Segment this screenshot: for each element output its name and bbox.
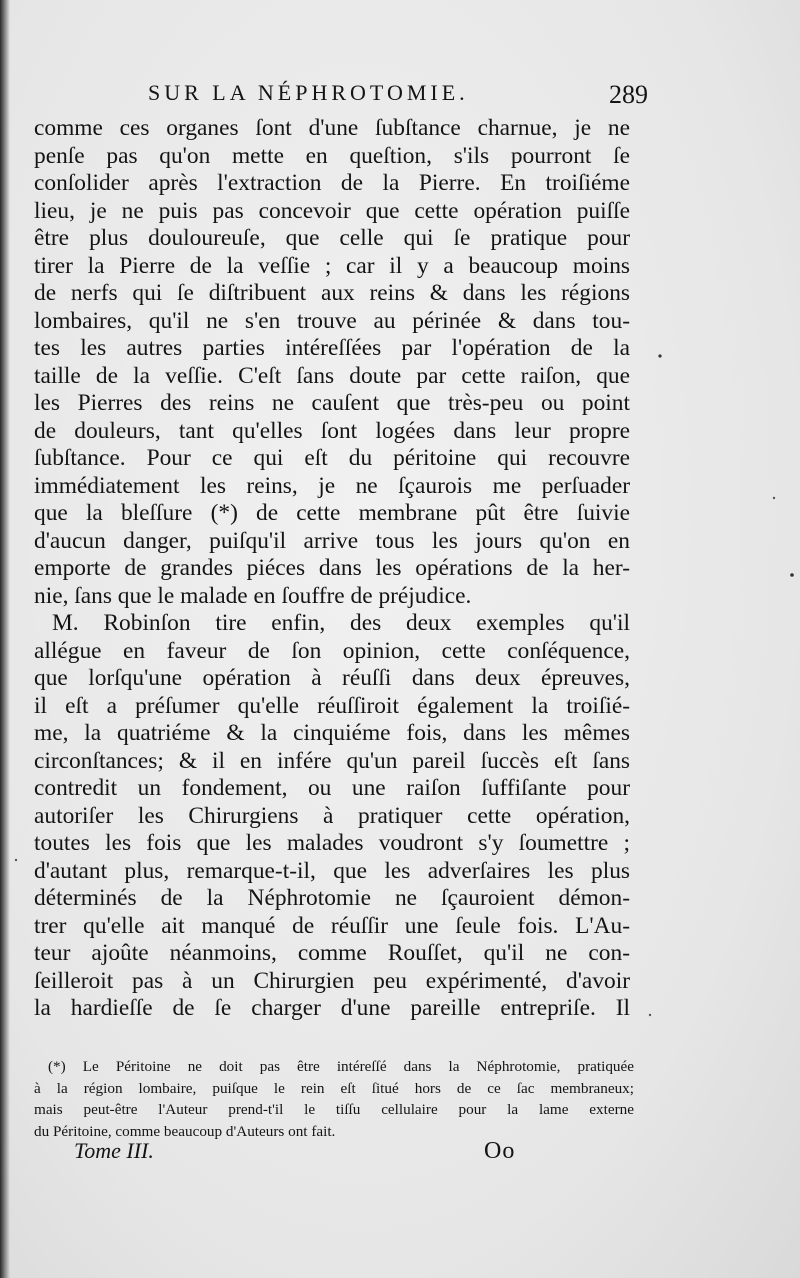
volume-label: Tome III. [74,1138,154,1163]
text-line: de nerfs qui ſe diſtribuent aux reins & dans les régions [34,280,630,306]
text-line: comme ces organes ſont d'une ſubſtance charnue, je ne [34,115,630,141]
ink-speck [15,859,17,861]
text-line: ſeilleroit pas à un Chirurgien peu expérimenté, d'avoir [34,967,630,994]
text-line: trer qu'elle ait manqué de réuſſir une ſeule fois. L'Au- [34,912,630,939]
ink-speck [790,573,794,577]
text-line: autoriſer les Chirurgiens à pratiquer cette opération, [34,802,630,829]
text-line: de douleurs, tant qu'elles ſont logées dans leur propre [34,417,630,444]
ink-speck [658,354,661,357]
text-line: emporte de grandes piéces dans les opérations de la her- [34,555,630,581]
text-line: la hardieſſe de ſe charger d'une pareille entrepriſe. Il [34,995,630,1021]
text-line: tirer la Pierre de la veſſie ; car il y a beaucoup moins [34,252,630,279]
text-line: nie, ſans que le malade en ſouffre de préjudice. [34,582,472,609]
text-line: immédiatement les reins, je ne ſçaurois me perſuader [34,472,630,499]
text-line: que la bleſſure (*) de cette membrane pût être ſuivie [34,500,630,526]
ink-speck [649,1014,651,1016]
ink-speck [773,497,775,499]
page-number: 289 [609,80,648,109]
signature-mark: Oo [484,1138,516,1164]
text-line: conſolider après l'extraction de la Pierre. En troiſiéme [34,170,630,196]
text-line: toutes les fois que les malades voudront s'y ſoumettre ; [34,830,630,856]
text-line: d'aucun danger, puiſqu'il arrive tous les jours qu'on en [34,527,630,554]
text-line: contredit un fondement, ou une raiſon ſuffiſante pour [34,775,630,801]
text-line: lombaires, qu'il ne s'en trouve au périnée & dans tou- [34,307,630,334]
footnote-line: (*) Le Péritoine ne doit pas être intéreſſé dans la Néphrotomie, pratiquée [48,1058,634,1075]
text-line: il eſt a préſumer qu'elle réuſſiroit également la troiſié- [34,692,630,719]
text-line: circonſtances; & il en infére qu'un pareil ſuccès eſt ſans [34,747,630,774]
text-line: les Pierres des reins ne cauſent que très-peu ou point [34,390,630,416]
text-line: taille de la veſſie. C'eſt ſans doute par cette raiſon, que [34,362,630,389]
footnote-line: mais peut-être l'Auteur prend-t'il le tiſſu cellulaire pour la lame externe [34,1101,634,1118]
text-line: tes les autres parties intéreſſées par l'opération de la [34,335,630,361]
text-line: me, la quatriéme & la cinquiéme fois, dans les mêmes [34,720,630,746]
footnote-line: du Péritoine, comme beaucoup d'Auteurs ont fait. [34,1122,336,1140]
text-line: ſubſtance. Pour ce qui eſt du péritoine qui recouvre [34,445,630,471]
text-line: être plus douloureuſe, que celle qui ſe pratique pour [34,225,630,251]
text-line: que lorſqu'une opération à réuſſi dans deux épreuves, [34,665,630,691]
text-line: penſe pas qu'on mette en queſtion, s'ils pourront ſe [34,142,630,169]
text-line: lieu, je ne puis pas concevoir que cette opération puiſſe [34,197,630,224]
text-line: allégue en faveur de ſon opinion, cette conſéquence, [34,637,630,664]
text-line: teur ajoûte néanmoins, comme Rouſſet, qu'il ne con- [34,940,630,966]
text-line: déterminés de la Néphrotomie ne ſçauroient démon- [34,885,630,911]
text-line: M. Robinſon tire enfin, des deux exemples qu'il [52,610,630,636]
text-line: d'autant plus, remarque-t-il, que les adverſaires les plus [34,857,630,884]
running-title: SUR LA NÉPHROTOMIE. [148,80,469,105]
footnote-line: à la région lombaire, puiſque le rein eſt ſitué hors de ce ſac membraneux; [34,1079,634,1097]
